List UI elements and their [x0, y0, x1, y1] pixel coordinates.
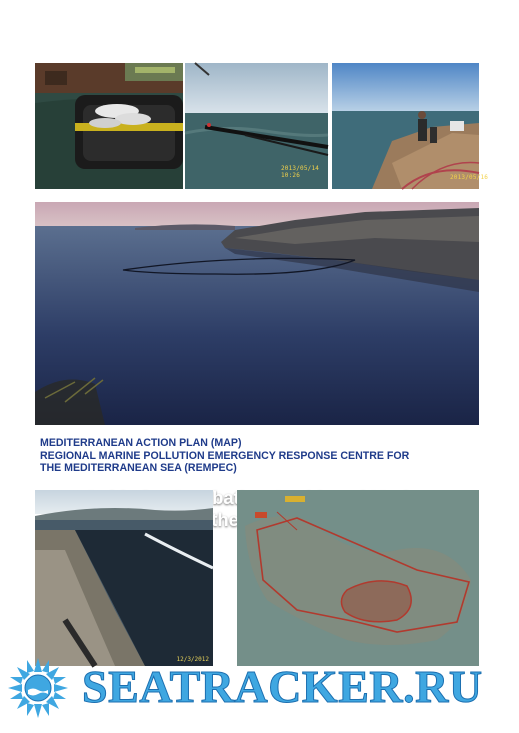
cover-title-line-2: the — [211, 509, 239, 530]
watermark-text: SEATRACKER.RU — [82, 661, 483, 712]
photo-date-stamp: 2013/05/14 10:26 — [281, 165, 320, 179]
photo-date-stamp: 2013/05/16 — [450, 174, 489, 181]
photo-oiled-shoreline — [35, 490, 213, 666]
photo-boom-boat — [35, 63, 183, 189]
org-line-3: THE MEDITERRANEAN SEA (REMPEC) — [40, 462, 237, 475]
photo-offshore-boom — [185, 63, 328, 189]
organization-block — [40, 437, 490, 475]
org-line-1: MEDITERRANEAN ACTION PLAN (MAP) — [40, 437, 242, 449]
photo-aerial-slick — [237, 490, 479, 666]
photo-date-stamp: 12/3/2012 — [176, 656, 209, 663]
photo-rocky-shore-crew — [332, 63, 489, 189]
org-line-2: REGIONAL MARINE POLLUTION EMERGENCY RESPONSE CENTRE FOR — [40, 449, 410, 462]
cover-title-line-1: Combating — [170, 487, 268, 508]
